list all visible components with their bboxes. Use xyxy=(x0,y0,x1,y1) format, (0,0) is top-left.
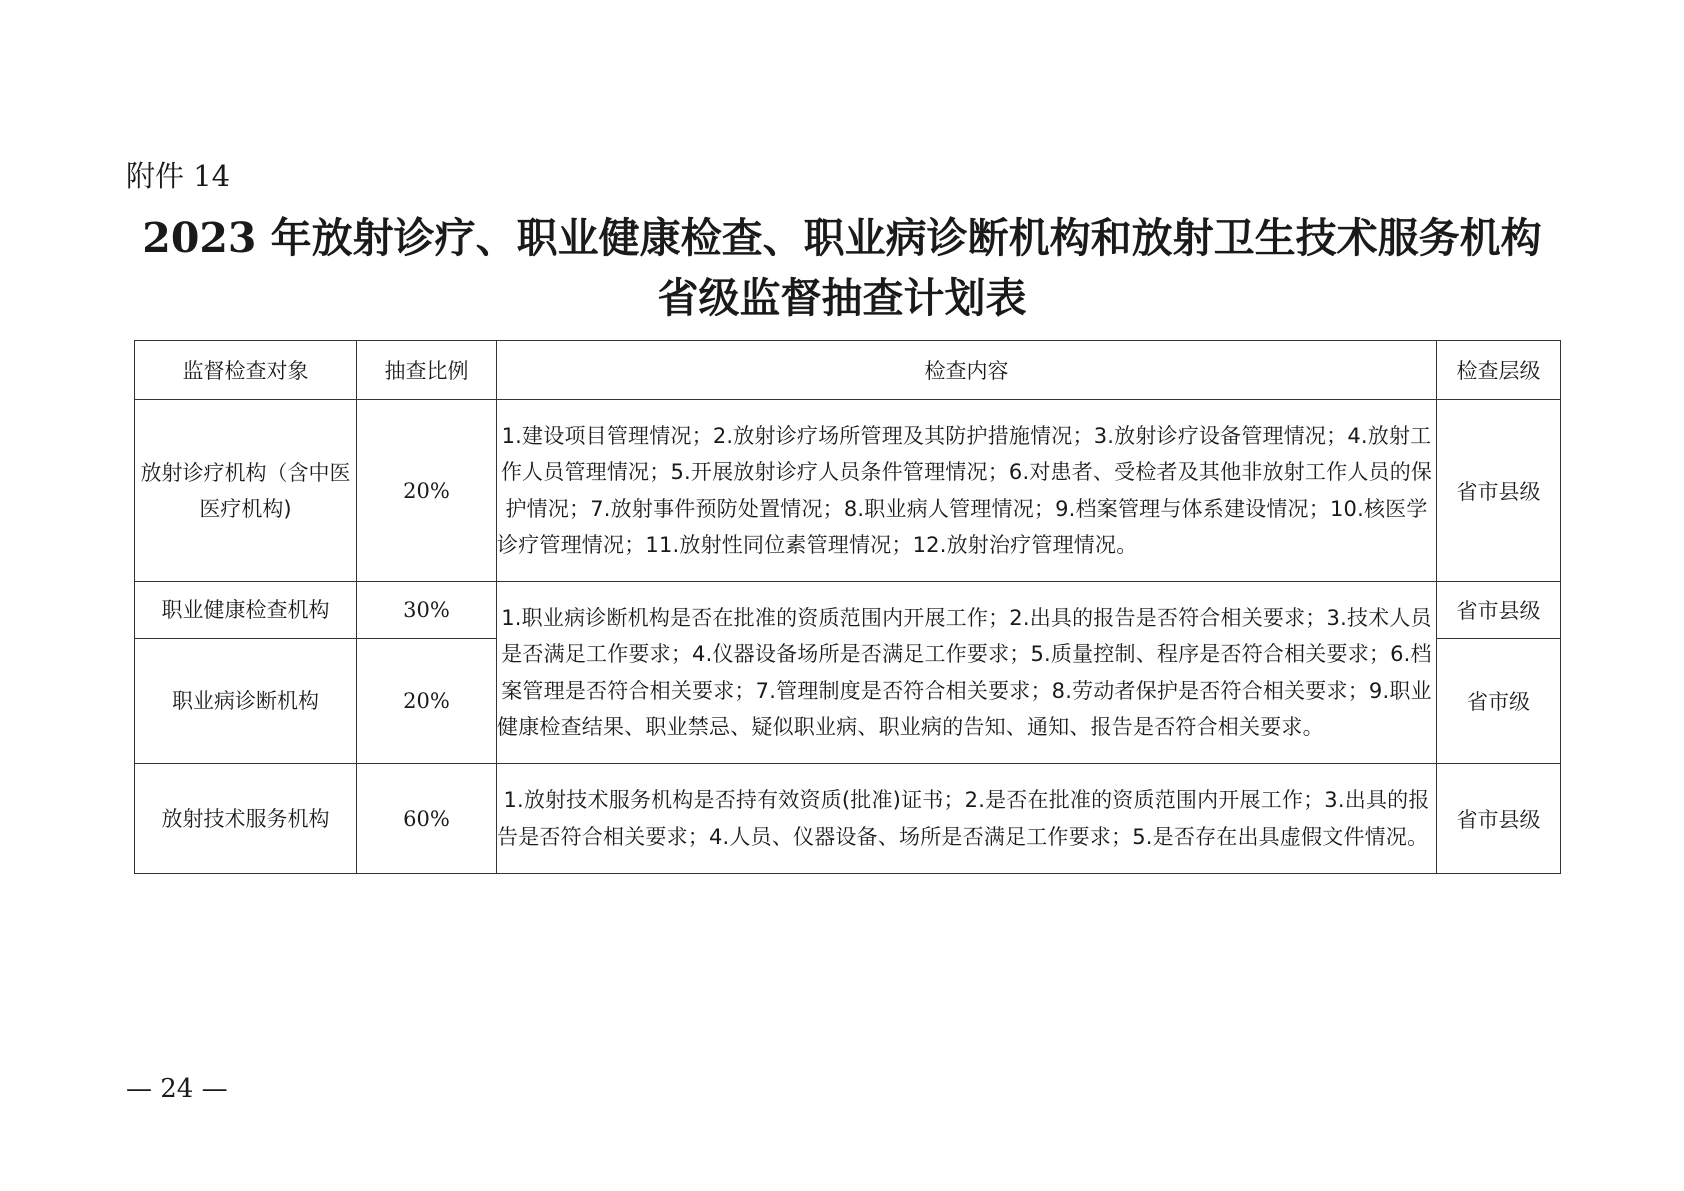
row-ratio: 20% xyxy=(357,639,497,764)
row-level: 省市县级 xyxy=(1437,582,1561,639)
row-object: 放射诊疗机构（含中医医疗机构) xyxy=(135,400,357,582)
row-ratio: 60% xyxy=(357,764,497,874)
row-ratio: 30% xyxy=(357,582,497,639)
row-level: 省市县级 xyxy=(1437,400,1561,582)
row-content: 1.建设项目管理情况；2.放射诊疗场所管理及其防护措施情况；3.放射诊疗设备管理情况；4.放射工作人员管理情况；5.开展放射诊疗人员条件管理情况；6.对患者、受检者及其他非放射工作人员的保护情况；7.放射事件预防处置情况；8.职业病人管理情况；9.档案管理与体系建设情况；10.核医学诊疗管理情况；11.放射性同位素管理情况；12.放射治疗管理情况。 xyxy=(497,400,1437,582)
page-number: — 24 — xyxy=(126,1074,228,1104)
document-title xyxy=(120,208,1564,328)
row-ratio: 20% xyxy=(357,400,497,582)
header-ratio: 抽查比例 xyxy=(357,341,497,400)
inspection-plan-table xyxy=(134,340,1561,874)
row-object: 职业病诊断机构 xyxy=(135,639,357,764)
attachment-label: 附件 14 xyxy=(126,159,231,193)
table-header-row xyxy=(135,341,1561,400)
title-line-1: 2023 年放射诊疗、职业健康检查、职业病诊断机构和放射卫生技术服务机构 xyxy=(142,214,1542,262)
row-content-shared: 1.职业病诊断机构是否在批准的资质范围内开展工作；2.出具的报告是否符合相关要求；3.技术人员是否满足工作要求；4.仪器设备场所是否满足工作要求；5.质量控制、程序是否符合相关要求；6.档案管理是否符合相关要求；7.管理制度是否符合相关要求；8.劳动者保护是否符合相关要求；9.职业健康检查结果、职业禁忌、疑似职业病、职业病的告知、通知、报告是否符合相关要求。 xyxy=(497,582,1437,764)
table-row xyxy=(135,582,1561,639)
row-level: 省市级 xyxy=(1437,639,1561,764)
row-object: 放射技术服务机构 xyxy=(135,764,357,874)
row-content: 1.放射技术服务机构是否持有效资质(批准)证书；2.是否在批准的资质范围内开展工作；3.出具的报告是否符合相关要求；4.人员、仪器设备、场所是否满足工作要求；5.是否存在出具虚假文件情况。 xyxy=(497,764,1437,874)
row-object: 职业健康检查机构 xyxy=(135,582,357,639)
title-line-2: 省级监督抽查计划表 xyxy=(657,274,1027,322)
header-level: 检查层级 xyxy=(1437,341,1561,400)
header-content: 检查内容 xyxy=(497,341,1437,400)
header-object: 监督检查对象 xyxy=(135,341,357,400)
row-level: 省市县级 xyxy=(1437,764,1561,874)
table-row xyxy=(135,400,1561,582)
table-row xyxy=(135,764,1561,874)
